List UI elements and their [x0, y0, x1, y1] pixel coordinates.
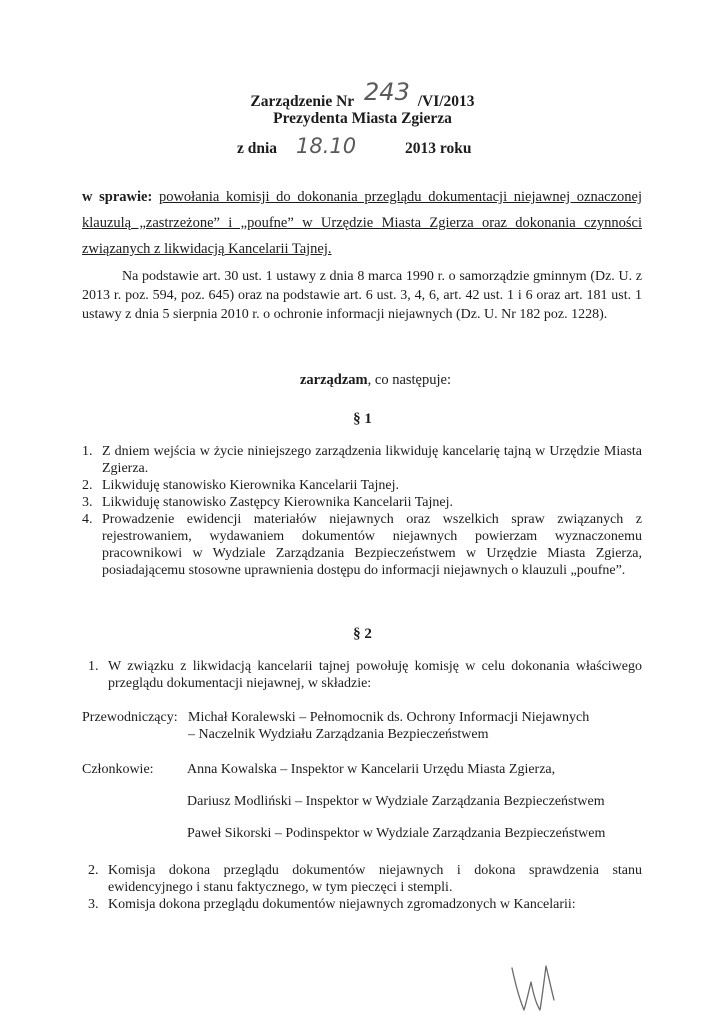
decree-word: zarządzam	[300, 372, 368, 388]
list-item: 1. W związku z likwidacją kancelarii tajnej powołuję komisję w celu dokonania właściwego przeglądu dokumentacji niejawnej, w składzie:	[88, 659, 642, 691]
member-1: Anna Kowalska – Inspektor w Kancelarii Urzędu Miasta Zgierza,	[187, 762, 556, 777]
chair-line-1: Michał Koralewski – Pełnomocnik ds. Ochrony Informacji Niejawnych	[188, 710, 590, 725]
member-2: Dariusz Modliński – Inspektor w Wydziale Zarządzania Bezpieczeństwem	[187, 794, 605, 809]
title-suffix: /VI/2013	[417, 93, 475, 110]
section2-list	[82, 862, 642, 913]
chair-line-2: – Naczelnik Wydziału Zarządzania Bezpieczeństwem	[188, 727, 489, 742]
list-item: 2. Komisja dokona przeglądu dokumentów niejawnych i dokona sprawdzenia stanu ewidencyjnego i stanu faktycznego, w tym pieczęci i stempli.	[88, 863, 642, 895]
handwritten-initials	[508, 960, 558, 1015]
date-suffix: 2013 roku	[405, 140, 472, 157]
section1-list	[82, 443, 642, 579]
chair-label: Przewodniczący:	[82, 710, 178, 725]
list-item: 1. Z dniem wejścia w życie niniejszego zarządzenia likwiduję kancelarię tajną w Urzędzie Miasta Zgierza.	[82, 444, 642, 476]
decree-rest: , co następuje:	[367, 372, 451, 388]
date-prefix: z dnia	[237, 140, 278, 157]
subject-text: powołania komisji do dokonania przeglądu dokumentacji niejawnej oznaczonej klauzulą „zastrzeżone” i „poufne” w Urzędzie Miasta Zgierza oraz dokonania czynności związanych z likwidacją Kancelarii Tajnej.	[82, 189, 643, 257]
handwritten-number: 243	[364, 78, 410, 106]
list-item: 3. Komisja dokona przeglądu dokumentów niejawnych zgromadzonych w Kancelarii:	[88, 897, 576, 912]
list-item: 4. Prowadzenie ewidencji materiałów niejawnych oraz wszelkich spraw związanych z rejestrowaniem, wydawaniem dokumentów niejawnych powierzam wyznaczonemu pracownikowi w Wydziale Zarządzania Bezpieczeństwem w Urzędzie Miasta Zgierza, posiadającemu stosowne uprawnienia dostępu do informacji niejawnych o klauzuli „poufne”.	[82, 512, 642, 578]
list-item: 2. Likwiduję stanowisko Kierownika Kancelarii Tajnej.	[82, 478, 399, 493]
document-subtitle: Prezydenta Miasta Zgierza	[273, 110, 452, 127]
handwritten-date: 18.10	[296, 134, 357, 158]
list-item: 3. Likwiduję stanowisko Zastępcy Kierownika Kancelarii Tajnej.	[82, 495, 453, 510]
subject-label: w sprawie:	[82, 189, 153, 205]
document-title	[0, 78, 725, 112]
decree-line	[300, 372, 451, 389]
title-prefix: Zarządzenie Nr	[250, 93, 355, 110]
legal-basis-text: Na podstawie art. 30 ust. 1 ustawy z dnia 8 marca 1990 r. o samorządzie gminnym (Dz. U. z 2013 r. poz. 594, poz. 645) oraz na podstawie art. 6 ust. 3, 4, 6, art. 42 ust. 1 i 6 oraz art. 181 ust. 1 ustawy z dnia 5 sierpnia 2010 r. o ochronie informacji niejawnych (Dz. U. Nr 182 poz. 1228).	[82, 269, 642, 322]
member-3: Paweł Sikorski – Podinspektor w Wydziale Zarządzania Bezpieczeństwem	[187, 826, 606, 841]
section1-heading: § 1	[353, 411, 372, 427]
section2-intro	[82, 658, 642, 692]
subject-paragraph	[82, 184, 642, 262]
members-label: Członkowie:	[82, 762, 154, 777]
section2-heading: § 2	[353, 626, 372, 642]
legal-basis-paragraph	[82, 267, 642, 324]
